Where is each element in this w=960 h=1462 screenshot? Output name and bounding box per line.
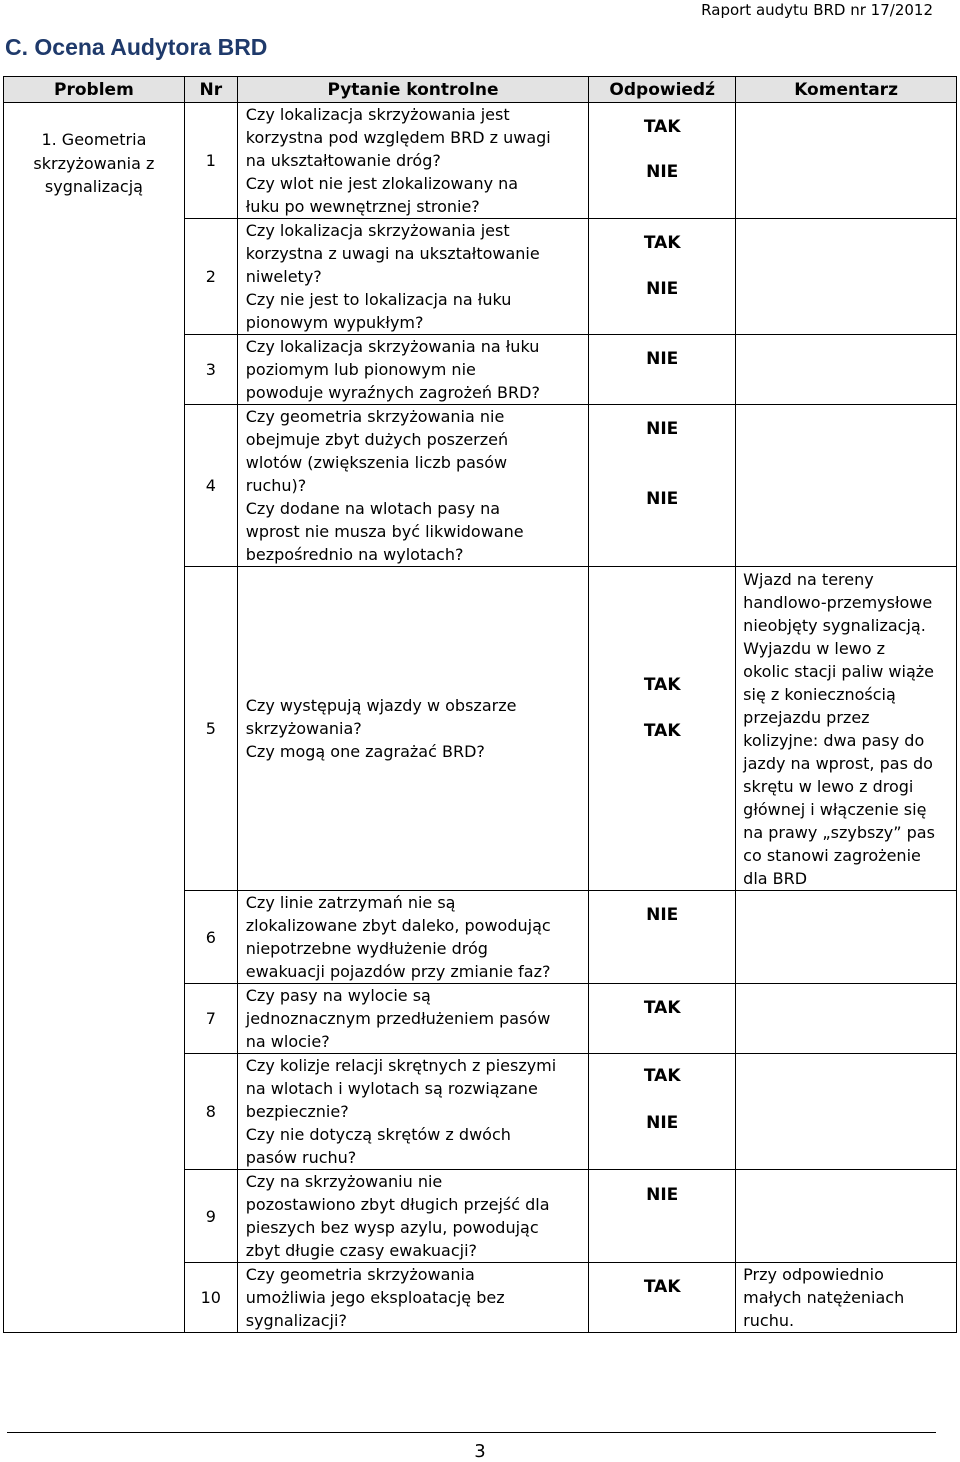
answer-cell [589, 1263, 736, 1333]
answer-value: NIE [646, 349, 679, 369]
question-line: Czy pasy na wylocie są [245, 986, 431, 1005]
question-line: niepotrzebne wydłużenie dróg [245, 939, 488, 958]
comment-line: na prawy „szybszy” pas [743, 823, 935, 842]
page-number: 3 [474, 1441, 486, 1462]
question-line: Czy nie jest to lokalizacja na łuku [245, 290, 512, 309]
row-number: 4 [184, 405, 237, 567]
answer-value: TAK [643, 1277, 681, 1297]
answer-value: TAK [643, 721, 681, 741]
question-line: Czy kolizje relacji skrętnych z pieszymi [245, 1056, 557, 1075]
comment-line: skrętu w lewo z drogi [743, 777, 914, 796]
question-line: sygnalizacji? [245, 1311, 347, 1330]
row-number: 3 [184, 335, 237, 405]
question-line: na wlotach i wylotach są rozwiązane [245, 1079, 538, 1098]
question-line: na wlocie? [245, 1032, 330, 1051]
question-line: korzystna pod względem BRD z uwagi [245, 128, 551, 147]
answer-value: NIE [646, 419, 679, 439]
audit-table [3, 76, 957, 1333]
question-line: na ukształtowanie dróg? [245, 151, 441, 170]
question-cell [237, 103, 589, 219]
problem-line: sygnalizacją [44, 177, 143, 196]
comment-line: okolic stacji paliw wiąże [743, 662, 935, 681]
table-row [4, 103, 957, 219]
question-cell [237, 984, 589, 1054]
comment-line: nieobjęty sygnalizacją. [743, 616, 926, 635]
answer-value: NIE [646, 489, 679, 509]
answer-cell [589, 219, 736, 335]
comment-line: handlowo-przemysłowe [743, 593, 933, 612]
question-line: łuku po wewnętrznej stronie? [245, 197, 480, 216]
answer-cell [589, 891, 736, 984]
answer-value: NIE [646, 1113, 679, 1133]
answer-cell [589, 567, 736, 891]
row-number: 2 [184, 219, 237, 335]
answer-value: NIE [646, 279, 679, 299]
comment-cell [736, 219, 957, 335]
problem-cell [4, 103, 185, 1333]
question-line: zbyt długie czasy ewakuacji? [245, 1241, 478, 1260]
question-line: umożliwia jego eksploatację bez [245, 1288, 505, 1307]
question-cell [237, 891, 589, 984]
comment-cell [736, 984, 957, 1054]
answer-value: TAK [643, 998, 681, 1018]
question-line: Czy linie zatrzymań nie są [245, 893, 456, 912]
question-line: Czy geometria skrzyżowania [245, 1265, 475, 1284]
question-line: obejmuje zbyt dużych poszerzeń [245, 430, 509, 449]
comment-line: małych natężeniach [743, 1288, 905, 1307]
question-line: pieszych bez wysp azylu, powodując [245, 1218, 539, 1237]
question-line: Czy lokalizacja skrzyżowania jest [245, 221, 510, 240]
row-number: 10 [184, 1263, 237, 1333]
answer-cell [589, 1170, 736, 1263]
row-number: 7 [184, 984, 237, 1054]
comment-line: kolizyjne: dwa pasy do [743, 731, 925, 750]
question-line: wprost nie musza być likwidowane [245, 522, 524, 541]
comment-line: Przy odpowiednio [743, 1265, 884, 1284]
row-number: 9 [184, 1170, 237, 1263]
report-reference: Raport audytu BRD nr 17/2012 [701, 1, 933, 19]
question-line: poziomym lub pionowym nie [245, 360, 476, 379]
row-number: 5 [184, 567, 237, 891]
question-line: pozostawiono zbyt długich przejść dla [245, 1195, 550, 1214]
question-line: pasów ruchu? [245, 1148, 357, 1167]
answer-cell [589, 1054, 736, 1170]
question-line: Czy wlot nie jest zlokalizowany na [245, 174, 519, 193]
question-line: zlokalizowane zbyt daleko, powodując [245, 916, 551, 935]
question-line: ewakuacji pojazdów przy zmianie faz? [245, 962, 551, 981]
answer-value: TAK [643, 1066, 681, 1086]
question-line: skrzyżowania? [245, 719, 362, 738]
question-line: Czy lokalizacja skrzyżowania na łuku [245, 337, 540, 356]
section-title: C. Ocena Audytora BRD [5, 34, 268, 60]
problem-line: 1. Geometria [41, 130, 147, 149]
comment-line: dla BRD [743, 869, 808, 888]
question-cell [237, 219, 589, 335]
answer-cell [589, 335, 736, 405]
question-line: Czy lokalizacja skrzyżowania jest [245, 105, 510, 124]
comment-line: przejazdu przez [743, 708, 870, 727]
question-line: Czy nie dotyczą skrętów z dwóch [245, 1125, 511, 1144]
column-header-problem: Problem [4, 77, 185, 103]
question-cell [237, 405, 589, 567]
question-cell [237, 1054, 589, 1170]
question-line: Czy mogą one zagrażać BRD? [245, 742, 485, 761]
question-line: jednoznacznym przedłużeniem pasów [245, 1009, 551, 1028]
question-line: wlotów (zwiększenia liczb pasów [245, 453, 508, 472]
comment-cell [736, 1263, 957, 1333]
comment-line: Wyjazdu w lewo z [743, 639, 886, 658]
comment-line: ruchu. [743, 1311, 795, 1330]
row-number: 6 [184, 891, 237, 984]
answer-value: TAK [643, 233, 681, 253]
question-cell [237, 335, 589, 405]
comment-line: jazdy na wprost, pas do [743, 754, 933, 773]
answer-value: TAK [643, 675, 681, 695]
question-line: powoduje wyraźnych zagrożeń BRD? [245, 383, 540, 402]
comment-line: co stanowi zagrożenie [743, 846, 921, 865]
answer-value: NIE [646, 1185, 679, 1205]
question-line: Czy występują wjazdy w obszarze [245, 696, 517, 715]
question-line: bezpośrednio na wylotach? [245, 545, 464, 564]
comment-line: Wjazd na tereny [743, 570, 874, 589]
question-line: Czy na skrzyżowaniu nie [245, 1172, 443, 1191]
question-cell [237, 1263, 589, 1333]
row-number: 1 [184, 103, 237, 219]
comment-cell [736, 335, 957, 405]
question-line: pionowym wypukłym? [245, 313, 424, 332]
comment-line: się z koniecznością [743, 685, 896, 704]
question-cell [237, 567, 589, 891]
comment-cell [736, 103, 957, 219]
comment-cell [736, 405, 957, 567]
question-cell [237, 1170, 589, 1263]
comment-cell [736, 567, 957, 891]
question-line: ruchu)? [245, 476, 307, 495]
answer-value: NIE [646, 905, 679, 925]
question-line: Czy dodane na wlotach pasy na [245, 499, 501, 518]
column-header-nr: Nr [184, 77, 237, 103]
column-header-question: Pytanie kontrolne [237, 77, 589, 103]
comment-cell [736, 1054, 957, 1170]
footer-divider [7, 1432, 936, 1433]
answer-value: TAK [643, 117, 681, 137]
question-line: korzystna z uwagi na ukształtowanie [245, 244, 540, 263]
problem-line: skrzyżowania z [33, 153, 155, 173]
answer-cell [589, 405, 736, 567]
answer-value: NIE [646, 162, 679, 182]
column-header-comment: Komentarz [736, 77, 957, 103]
comment-cell [736, 1170, 957, 1263]
row-number: 8 [184, 1054, 237, 1170]
comment-line: głównej i włączenie się [743, 800, 927, 819]
table-header-row [4, 77, 957, 103]
question-line: niwelety? [245, 267, 322, 286]
column-header-answer: Odpowiedź [589, 77, 736, 103]
comment-cell [736, 891, 957, 984]
answer-cell [589, 103, 736, 219]
question-line: bezpiecznie? [245, 1102, 349, 1121]
answer-cell [589, 984, 736, 1054]
question-line: Czy geometria skrzyżowania nie [245, 407, 505, 426]
